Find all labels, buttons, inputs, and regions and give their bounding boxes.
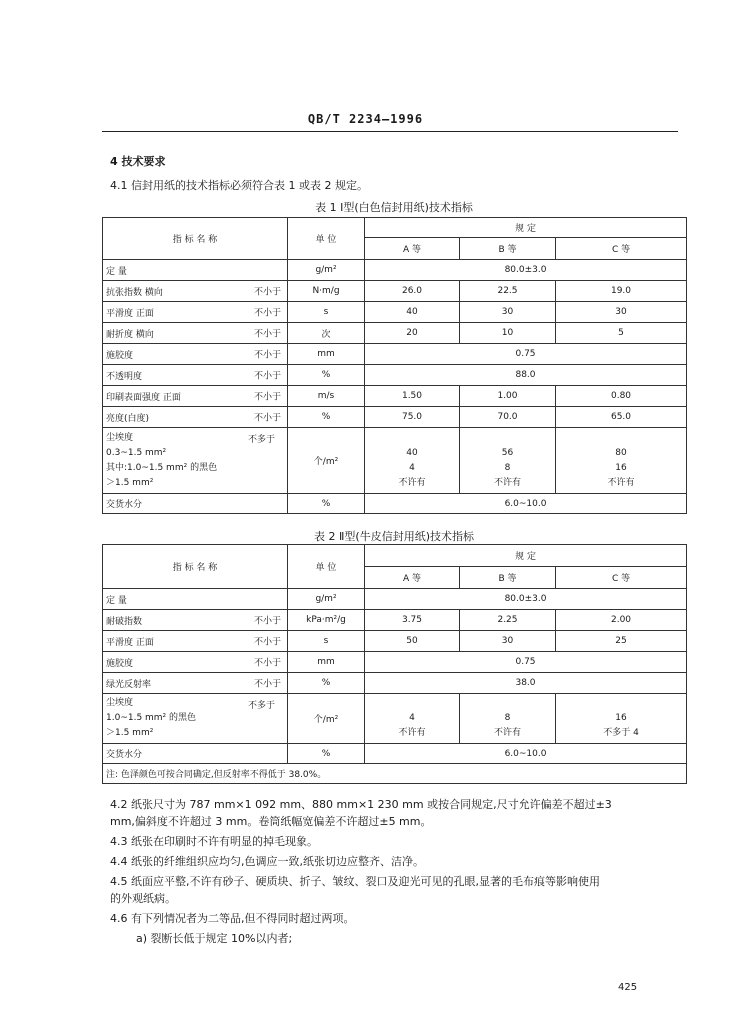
clause-4-3: 4.3 纸张在印刷时不许有明显的掉毛现象。 [110,835,318,848]
moisture-unit: % [288,494,365,514]
table2 [102,544,687,784]
spec-value-all-grades: 88.0 [365,365,687,386]
spec-unit: kPa·m²/g [288,610,365,631]
dust-name: 尘埃度 0.3~1.5 mm² 其中:1.0~1.5 mm² 的黑色 ＞1.5 mm² 不多于 [103,428,288,494]
dust-c: 16 不多于 4 [556,694,687,744]
spec-name: 施胶度 不小于 [103,344,288,365]
table2-caption: 表 2 Ⅱ型(牛皮信封用纸)技术指标 [314,530,474,543]
spec-value-grade-b: 22.5 [460,281,556,302]
header-grade-b: B 等 [460,238,556,260]
spec-name: 平滑度 正面 不小于 [103,302,288,323]
table-row [103,323,687,344]
spec-value-grade-b: 30 [460,631,556,652]
spec-value-grade-a: 20 [365,323,460,344]
table-row [103,407,687,428]
clause-4-6-a: a) 裂断长低于规定 10%以内者; [136,932,293,945]
spec-value-all-grades: 0.75 [365,344,687,365]
spec-value-grade-b: 30 [460,302,556,323]
moisture-name: 交货水分 [103,744,288,764]
spec-name: 定 量 [103,589,288,610]
clause-4-2-line2: mm,偏斜度不许超过 3 mm。卷筒纸幅宽偏差不许超过±5 mm。 [110,815,432,828]
spec-unit: mm [288,652,365,673]
spec-value-grade-c: 30 [556,302,687,323]
dust-name: 尘埃度 1.0~1.5 mm² 的黑色 ＞1.5 mm² 不多于 [103,694,288,744]
moisture-unit: % [288,744,365,764]
dust-unit: 个/m² [288,428,365,494]
header-grade-c: C 等 [556,238,687,260]
dust-b: 56 8 不许有 [460,428,556,494]
header-name: 指 标 名 称 [103,545,288,589]
spec-name: 平滑度 正面 不小于 [103,631,288,652]
clause-4-2-line1: 4.2 纸张尺寸为 787 mm×1 092 mm、880 mm×1 230 mm 或按合同规定,尺寸允许偏差不超过±3 [110,798,612,811]
spec-name: 抗张指数 横向 不小于 [103,281,288,302]
spec-value-grade-a: 3.75 [365,610,460,631]
spec-value-all-grades: 0.75 [365,652,687,673]
spec-name: 耐破指数 不小于 [103,610,288,631]
header-grade-b: B 等 [460,567,556,589]
spec-condition: 不小于 [253,679,281,690]
header-unit: 单 位 [288,218,365,260]
spec-unit: s [288,631,365,652]
clause-4-1: 4.1 信封用纸的技术指标必须符合表 1 或表 2 规定。 [110,179,368,192]
page-number: 425 [618,982,638,993]
spec-condition: 不小于 [253,329,281,340]
spec-value-grade-c: 0.80 [556,386,687,407]
clause-4-5-line1: 4.5 纸面应平整,不许有砂子、硬质块、折子、皱纹、裂口及迎光可见的孔眼,显著的毛布痕等影响使用 [110,875,600,888]
spec-value-grade-b: 1.00 [460,386,556,407]
spec-value-all-grades: 80.0±3.0 [365,589,687,610]
spec-name: 不透明度 不小于 [103,365,288,386]
header-grade-c: C 等 [556,567,687,589]
table1 [102,217,687,514]
table-row [103,281,687,302]
table-row [103,260,687,281]
spec-name: 印刷表面强度 正面 不小于 [103,386,288,407]
dust-cond: 不多于 [247,435,275,445]
spec-value-grade-b: 2.25 [460,610,556,631]
spec-value-grade-c: 25 [556,631,687,652]
header-name: 指 标 名 称 [103,218,288,260]
spec-unit: m/s [288,386,365,407]
clause-4-4: 4.4 纸张的纤维组织应均匀,色调应一致,纸张切边应整齐、洁净。 [110,855,424,868]
table2-note: 注: 色泽颜色可按合同确定,但反射率不得低于 38.0%。 [103,764,687,784]
spec-unit: g/m² [288,260,365,281]
header-unit: 单 位 [288,545,365,589]
section-title: 4 技术要求 [110,155,166,168]
spec-condition: 不小于 [253,392,281,403]
spec-condition: 不小于 [253,287,281,298]
moisture-value: 6.0~10.0 [365,494,687,514]
spec-value-grade-c: 2.00 [556,610,687,631]
header-spec: 规 定 [365,545,687,567]
clause-4-6: 4.6 有下列情况者为二等品,但不得同时超过两项。 [110,912,355,925]
spec-value-all-grades: 38.0 [365,673,687,694]
dust-c: 80 16 不许有 [556,428,687,494]
spec-condition: 不小于 [253,616,281,627]
spec-value-grade-c: 5 [556,323,687,344]
header-spec: 规 定 [365,218,687,238]
moisture-value: 6.0~10.0 [365,744,687,764]
dust-unit: 个/m² [288,694,365,744]
spec-unit: mm [288,344,365,365]
dust-a: 40 4 不许有 [365,428,460,494]
table-row [103,652,687,673]
clause-4-5-line2: 的外观纸病。 [110,892,176,905]
table1-caption: 表 1 Ⅰ型(白色信封用纸)技术指标 [315,201,473,214]
spec-value-grade-a: 40 [365,302,460,323]
moisture-name: 交货水分 [103,494,288,514]
spec-unit: N·m/g [288,281,365,302]
spec-name: 亮度(白度) 不小于 [103,407,288,428]
spec-value-grade-c: 19.0 [556,281,687,302]
spec-value-grade-a: 50 [365,631,460,652]
header-grade-a: A 等 [365,238,460,260]
table1-body [103,260,687,428]
table-row [103,344,687,365]
spec-condition: 不小于 [253,350,281,361]
spec-value-grade-a: 75.0 [365,407,460,428]
spec-value-grade-b: 70.0 [460,407,556,428]
spec-value-grade-a: 26.0 [365,281,460,302]
dust-b: 8 不许有 [460,694,556,744]
spec-condition: 不小于 [253,658,281,669]
spec-name: 绿光反射率 不小于 [103,673,288,694]
spec-condition: 不小于 [253,637,281,648]
spec-unit: % [288,407,365,428]
table-row [103,631,687,652]
table2-body [103,589,687,694]
spec-unit: s [288,302,365,323]
table-row [103,302,687,323]
spec-name: 施胶度 不小于 [103,652,288,673]
table-row [103,610,687,631]
spec-value-all-grades: 80.0±3.0 [365,260,687,281]
spec-value-grade-b: 10 [460,323,556,344]
spec-value-grade-a: 1.50 [365,386,460,407]
spec-unit: % [288,365,365,386]
spec-unit: g/m² [288,589,365,610]
spec-unit: 次 [288,323,365,344]
spec-condition: 不小于 [253,413,281,424]
spec-value-grade-c: 65.0 [556,407,687,428]
spec-name: 耐折度 横向 不小于 [103,323,288,344]
spec-unit: % [288,673,365,694]
header-grade-a: A 等 [365,567,460,589]
spec-name: 定 量 [103,260,288,281]
table-row [103,386,687,407]
table-row [103,673,687,694]
spec-condition: 不小于 [253,371,281,382]
table-row [103,365,687,386]
header-rule [102,131,678,132]
spec-condition: 不小于 [253,308,281,319]
dust-a: 4 不许有 [365,694,460,744]
standard-code: QB/T 2234—1996 [307,112,424,126]
table-row [103,589,687,610]
dust-cond: 不多于 [247,701,275,711]
